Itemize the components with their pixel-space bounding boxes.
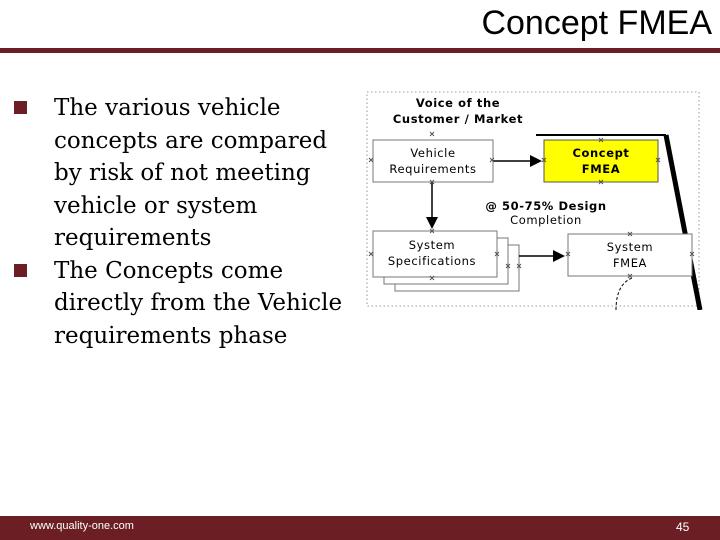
dashed-connector-curve bbox=[616, 278, 632, 310]
bullet-text: The various vehicle concepts are compared by risk of not meeting vehicle or system requirements bbox=[54, 95, 328, 251]
bullet-item bbox=[14, 255, 354, 353]
square-bullet-icon bbox=[14, 264, 27, 277]
voice-of-customer-line1: Voice of the bbox=[415, 96, 501, 110]
system-specs-line1: System bbox=[408, 238, 456, 252]
flow-line-thick bbox=[666, 135, 700, 310]
bullet-list bbox=[14, 92, 354, 352]
system-specs-line2: Specifications bbox=[387, 254, 477, 268]
concept-fmea-line2: FMEA bbox=[581, 162, 621, 176]
vehicle-requirements-line2: Requirements bbox=[389, 162, 477, 176]
concept-fmea-line1: Concept bbox=[572, 146, 630, 160]
vehicle-requirements-line1: Vehicle bbox=[410, 146, 456, 160]
bullet-text: The Concepts come directly from the Vehicle requirements phase bbox=[54, 257, 343, 349]
design-completion-line2: Completion bbox=[510, 213, 582, 227]
design-completion-line1: @ 50-75% Design bbox=[485, 199, 607, 213]
slide-title: Concept FMEA bbox=[481, 4, 712, 42]
system-fmea-line1: System bbox=[606, 240, 654, 254]
system-fmea-line2: FMEA bbox=[612, 256, 648, 270]
voice-of-customer-line2: Customer / Market bbox=[392, 112, 524, 126]
footer-url: www.quality-one.com bbox=[30, 520, 134, 532]
bullet-item bbox=[14, 92, 354, 255]
page-number: 45 bbox=[676, 520, 690, 534]
title-divider bbox=[0, 48, 720, 53]
process-diagram bbox=[364, 88, 716, 310]
square-bullet-icon bbox=[14, 101, 27, 114]
